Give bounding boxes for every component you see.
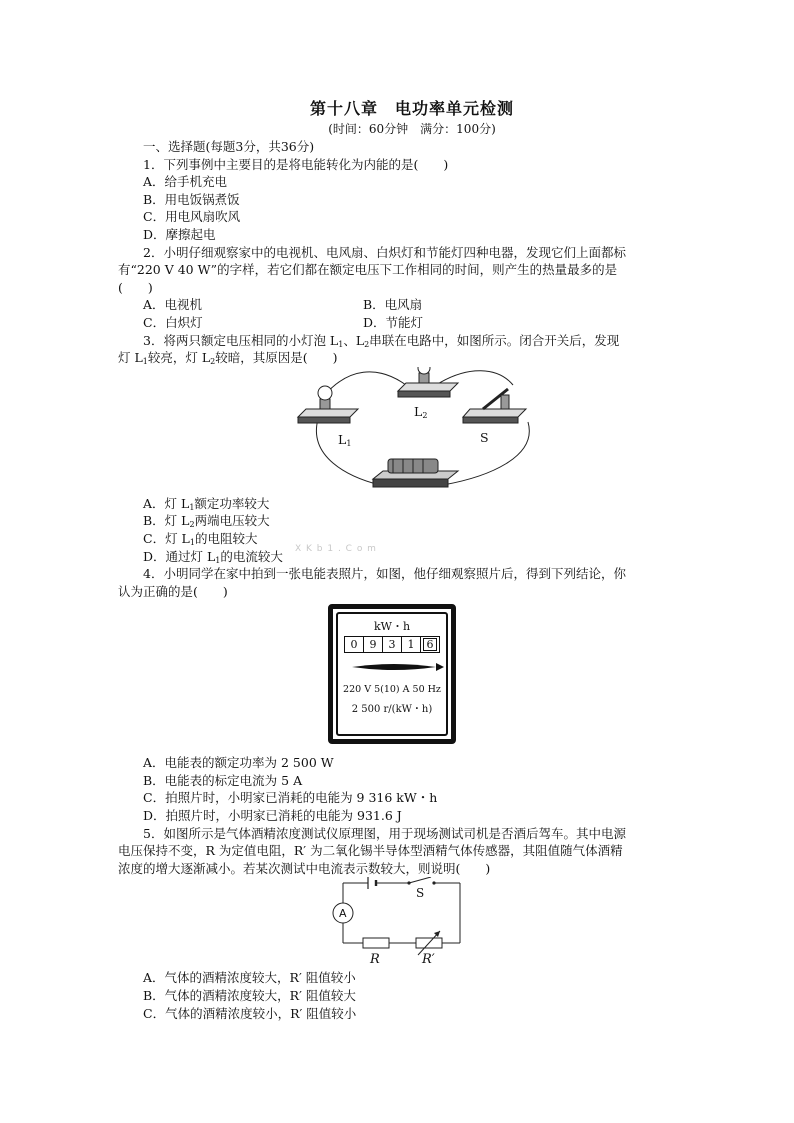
- meter-inner-frame: [336, 612, 448, 736]
- question-5-option-b: B．气体的酒精浓度较大，R′ 阻值较大: [143, 988, 356, 1004]
- question-5-stem-line2: 电压保持不变，R 为定值电阻，R′ 为二氧化锡半导体型酒精气体传感器，其阻值随气体酒精: [118, 843, 623, 859]
- label-l1: $L_1$: [338, 431, 352, 448]
- question-4-meter-figure: [118, 604, 678, 754]
- meter-outer-frame: [328, 604, 456, 744]
- question-4-option-c: C．拍照片时，小明家已消耗的电能为 9 316 kW・h: [143, 790, 438, 806]
- meter-digit: 3: [383, 636, 402, 653]
- meter-digit: 9: [364, 636, 383, 653]
- question-4-stem-line2: 认为正确的是( ): [118, 583, 228, 599]
- question-3-option-d: D．通过灯 $L_1$的电流较大: [143, 548, 283, 565]
- question-2-option-a: A．电视机: [143, 297, 203, 313]
- meter-digit-decimal: 6: [421, 636, 440, 653]
- question-5-stem-line1: 5．如图所示是气体酒精浓度测试仪原理图，用于现场测试司机是否酒后驾车。其中电源: [143, 825, 626, 841]
- label-s: S: [480, 429, 489, 445]
- wire: [316, 419, 380, 485]
- question-1-stem: 1．下列事例中主要目的是将电能转化为内能的是( ): [143, 156, 449, 172]
- lamp-l1: [298, 386, 358, 423]
- exam-page: [118, 98, 678, 1022]
- question-5-stem-line3: 浓度的增大逐渐减小。若某次测试中电流表示数较大，则说明( ): [118, 860, 491, 876]
- series-circuit-illustration: [118, 367, 678, 495]
- page-title: 第十八章 电功率单元检测: [309, 99, 514, 118]
- question-3-option-a: A．灯 $L_1$额定功率较大: [143, 495, 270, 512]
- switch-s: [463, 389, 526, 423]
- question-2-option-c: C．白炽灯: [143, 314, 203, 330]
- meter-digits: [338, 636, 446, 653]
- battery-icon: [368, 877, 376, 889]
- question-2-options-row2: [118, 314, 678, 332]
- question-1-option-c: C．用电风扇吹风: [143, 209, 241, 225]
- question-3-option-c: C．灯 $L_1$的电阻较大: [143, 530, 258, 547]
- meter-spec: 220 V 5(10) A 50 Hz: [343, 684, 441, 696]
- question-5-option-c: C．气体的酒精浓度较小，R′ 阻值较小: [143, 1005, 357, 1021]
- meter-disc-arrow-icon: [338, 659, 450, 675]
- question-2-options-row1: [118, 296, 678, 314]
- question-1-option-a: A．给手机充电: [143, 174, 228, 190]
- question-2-option-b: B．电风扇: [363, 297, 423, 313]
- switch-label: S: [416, 886, 425, 901]
- question-2-stem-line1: 2．小明仔细观察家中的电视机、电风扇、白炽灯和节能灯四种电器，发现它们上面都标: [143, 244, 626, 260]
- question-2-stem-line3: ( ): [118, 279, 153, 295]
- question-2-option-d: D．节能灯: [363, 314, 424, 330]
- switch-icon: [407, 877, 435, 885]
- alcohol-tester-circuit: [118, 877, 678, 969]
- watermark-text: X K b 1 . C o m: [295, 544, 377, 554]
- question-3-stem-line1: 3．将两只额定电压相同的小灯泡 $L_1$、$L_2$串联在电路中，如图所示。闭合开关后，发现: [143, 332, 620, 349]
- question-3-circuit-figure: [118, 367, 678, 495]
- meter-digit: 0: [344, 636, 364, 653]
- label-l2: $L_2$: [414, 403, 428, 420]
- meter-rate: 2 500 r/(kW・h): [351, 703, 433, 715]
- question-1-option-b: B．用电饭锅煮饭: [143, 191, 240, 207]
- resistor-r-label: R: [370, 952, 380, 968]
- lamp-l2: [398, 367, 458, 397]
- page-subtitle: (时间：60分钟 满分：100分): [328, 122, 496, 136]
- meter-digit: 1: [402, 636, 421, 653]
- question-2-stem-line2: 有“220 V 40 W”的字样，若它们都在额定电压下工作相同的时间，则产生的热量最多的是: [118, 262, 618, 278]
- section-heading: 一、选择题(每题3分，共36分): [143, 139, 315, 154]
- resistor-r-icon: [363, 938, 389, 948]
- question-5-circuit-figure: [118, 877, 678, 969]
- wire: [323, 372, 406, 397]
- question-4-option-b: B．电能表的标定电流为 5 A: [143, 772, 303, 788]
- ammeter-label: A: [339, 907, 347, 921]
- meter-unit: kW・h: [373, 620, 411, 634]
- question-5-option-a: A．气体的酒精浓度较大，R′ 阻值较小: [143, 970, 356, 986]
- question-3-option-b: B．灯 $L_2$两端电压较大: [143, 513, 270, 530]
- question-4-option-a: A．电能表的额定功率为 2 500 W: [143, 755, 334, 771]
- battery-box: [373, 459, 458, 487]
- question-1-option-d: D．摩擦起电: [143, 226, 216, 242]
- resistor-rp-label: R′: [422, 952, 435, 968]
- question-3-stem-line2: 灯 $L_1$较亮，灯 $L_2$较暗，其原因是( ): [118, 350, 338, 367]
- question-4-stem-line1: 4．小明同学在家中拍到一张电能表照片，如图，他仔细观察照片后，得到下列结论，你: [143, 566, 626, 582]
- question-4-option-d: D．拍照片时，小明家已消耗的电能为 931.6 J: [143, 808, 402, 824]
